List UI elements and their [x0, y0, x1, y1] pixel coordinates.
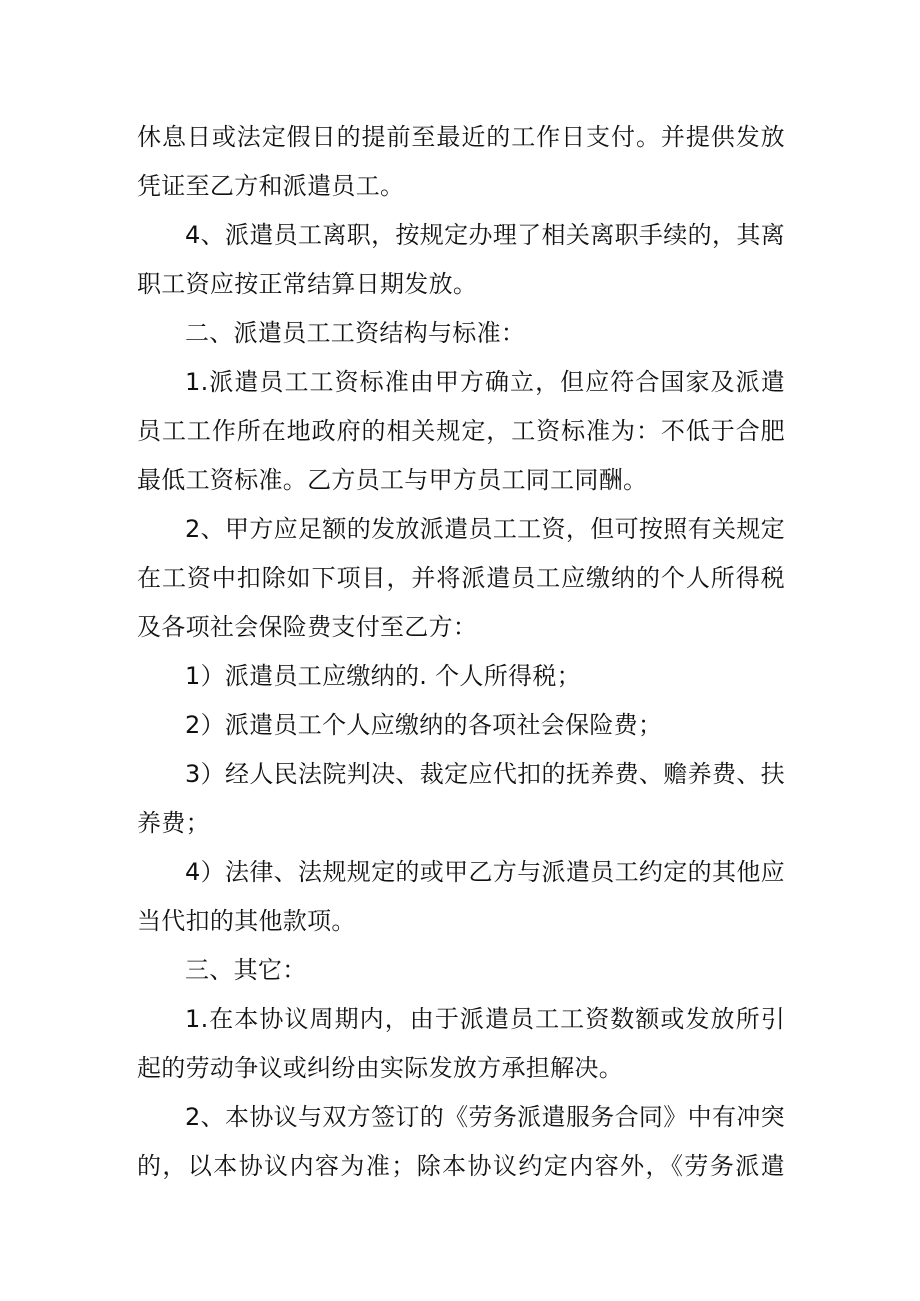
list-item: 3）经人民法院判决、裁定应代扣的抚养费、赡养费、扶 — [185, 760, 785, 788]
list-item: 2）派遣员工个人应缴纳的各项社会保险费； — [185, 711, 663, 739]
section-heading: 二、派遣员工工资结构与标准： — [185, 319, 526, 347]
text-line: 最低工资标准。乙方员工与甲方员工同工同酬。 — [137, 466, 648, 494]
document-body — [137, 113, 785, 1191]
text-line: 员工工作所在地政府的相关规定，工资标准为：不低于合肥 — [137, 417, 785, 445]
text-line: 4、派遣员工离职，按规定办理了相关离职手续的，其离 — [185, 221, 785, 249]
text-line: 1.派遣员工工资标准由甲方确立，但应符合国家及派遣 — [185, 368, 785, 396]
text-line: 职工资应按正常结算日期发放。 — [137, 270, 478, 298]
text-line: 在工资中扣除如下项目，并将派遣员工应缴纳的个人所得税 — [137, 564, 785, 592]
text-line: 休息日或法定假日的提前至最近的工作日支付。并提供发放 — [137, 123, 785, 151]
list-item: 1）派遣员工应缴纳的. 个人所得税； — [185, 662, 581, 690]
text-line: 养费； — [137, 809, 210, 837]
text-line: 当代扣的其他款项。 — [137, 907, 356, 935]
text-line: 起的劳动争议或纠纷由实际发放方承担解决。 — [137, 1054, 623, 1082]
text-line: 2、本协议与双方签订的《劳务派遣服务合同》中有冲突 — [185, 1103, 785, 1131]
list-item: 4）法律、法规规定的或甲乙方与派遣员工约定的其他应 — [185, 858, 785, 886]
text-line: 的，以本协议内容为准；除本协议约定内容外，《劳务派遣 — [137, 1152, 785, 1180]
text-line: 及各项社会保险费支付至乙方： — [137, 613, 478, 641]
text-line: 2、甲方应足额的发放派遣员工工资，但可按照有关规定 — [185, 515, 785, 543]
section-heading: 三、其它： — [185, 956, 307, 984]
text-line: 凭证至乙方和派遣员工。 — [137, 172, 405, 200]
text-line: 1.在本协议周期内，由于派遣员工工资数额或发放所引 — [185, 1005, 785, 1033]
